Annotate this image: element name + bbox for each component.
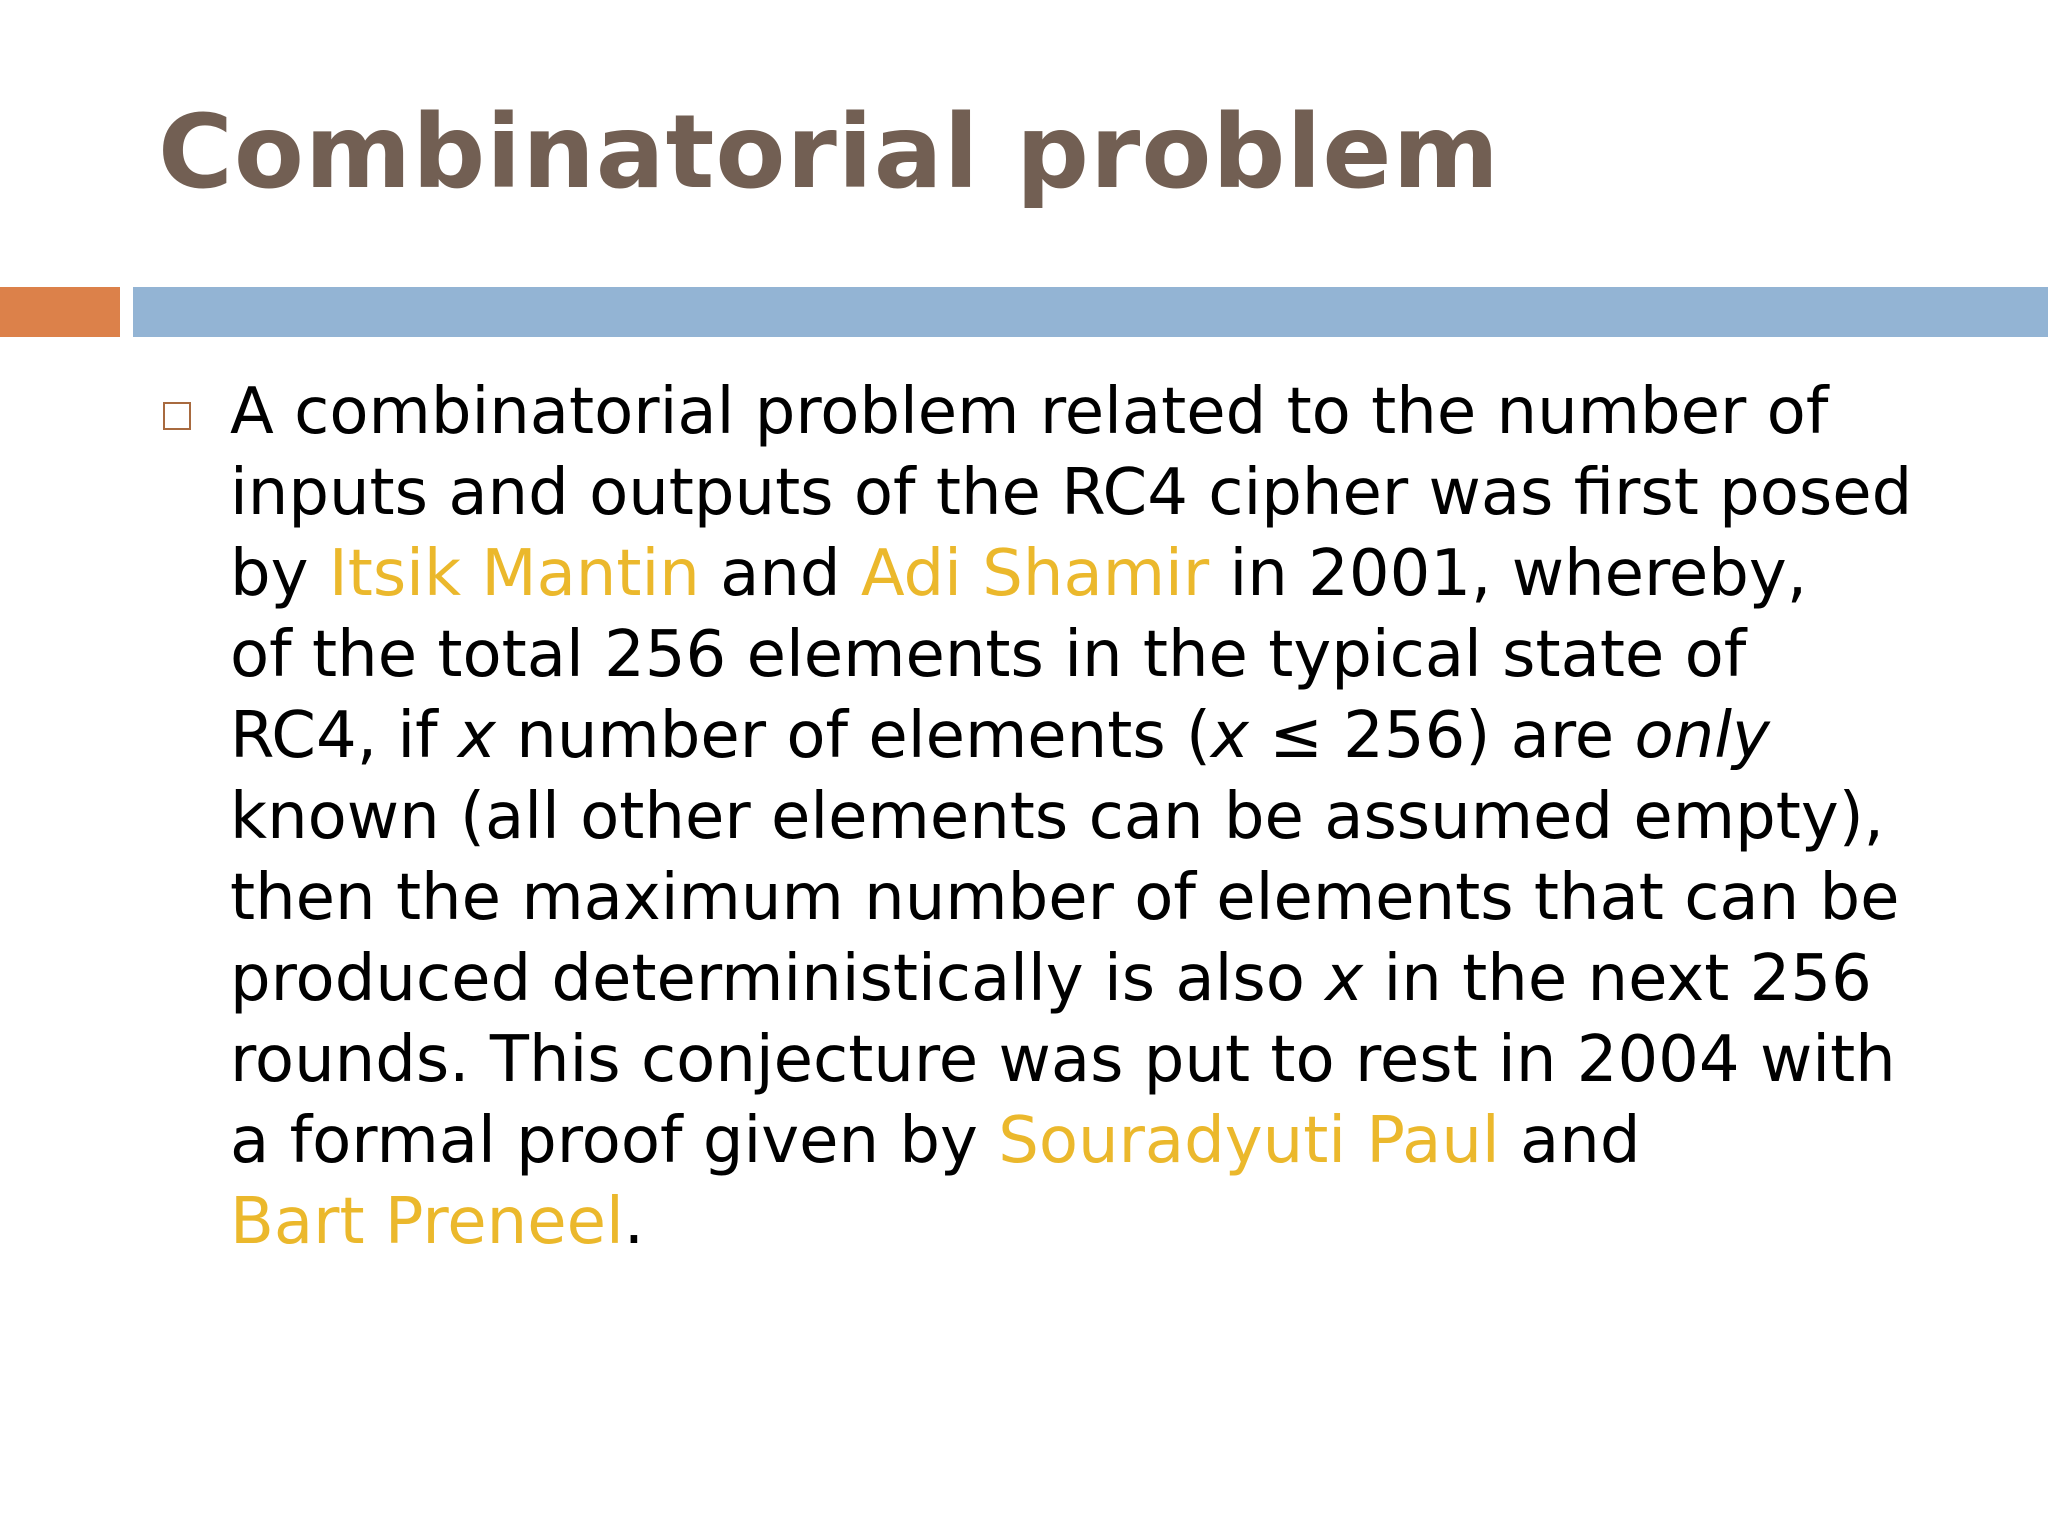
line-text: inputs and outputs of the RC4 cipher was first posed [230,456,1913,530]
math-variable-x: x [458,699,496,773]
accent-bar-blue [133,287,2048,337]
math-variable-x: x [1210,699,1249,773]
line-text: a formal proof given by [230,1104,999,1178]
line-text: A combinatorial problem related to the number of [230,375,1829,449]
paragraph-line-10 [230,1101,1970,1182]
bullet-paragraph [230,372,1970,1263]
line-text: then the maximum number of elements that can be [230,861,1900,935]
line-text: number of elements ( [495,699,1211,773]
math-variable-x: x [1325,942,1364,1016]
emphasis-only: only [1634,699,1770,773]
paragraph-line-6 [230,777,1970,858]
line-text: in the next 256 [1363,942,1872,1016]
accent-bar-orange [0,287,120,337]
line-text: RC4, if [230,699,459,773]
line-text: of the total 256 elements in the typical state of [230,618,1747,692]
paragraph-line-2 [230,453,1970,534]
line-text: rounds. This conjecture was put to rest in 2004 with [230,1023,1896,1097]
paragraph-line-5 [230,696,1970,777]
line-text: and [1499,1104,1641,1178]
hollow-square-bullet-icon [163,402,191,430]
link-souradyuti-paul[interactable]: Souradyuti Paul [998,1104,1500,1178]
line-text: . [623,1185,645,1259]
slide-title: Combinatorial problem [158,93,1500,212]
paragraph-line-3 [230,534,1970,615]
link-itsik-mantin[interactable]: Itsik Mantin [328,537,700,611]
line-text: known (all other elements can be assumed empty), [230,780,1884,854]
link-adi-shamir[interactable]: Adi Shamir [860,537,1210,611]
paragraph-line-11 [230,1182,1970,1263]
paragraph-line-9 [230,1020,1970,1101]
paragraph-line-4 [230,615,1970,696]
paragraph-line-7 [230,858,1970,939]
paragraph-line-8 [230,939,1970,1020]
link-bart-preneel[interactable]: Bart Preneel [230,1185,624,1259]
line-text: ≤ 256) are [1248,699,1635,773]
line-text: in 2001, whereby, [1209,537,1808,611]
line-text: and [699,537,861,611]
paragraph-line-1 [230,372,1970,453]
line-text: produced deterministically is also [230,942,1326,1016]
line-text: by [230,537,329,611]
